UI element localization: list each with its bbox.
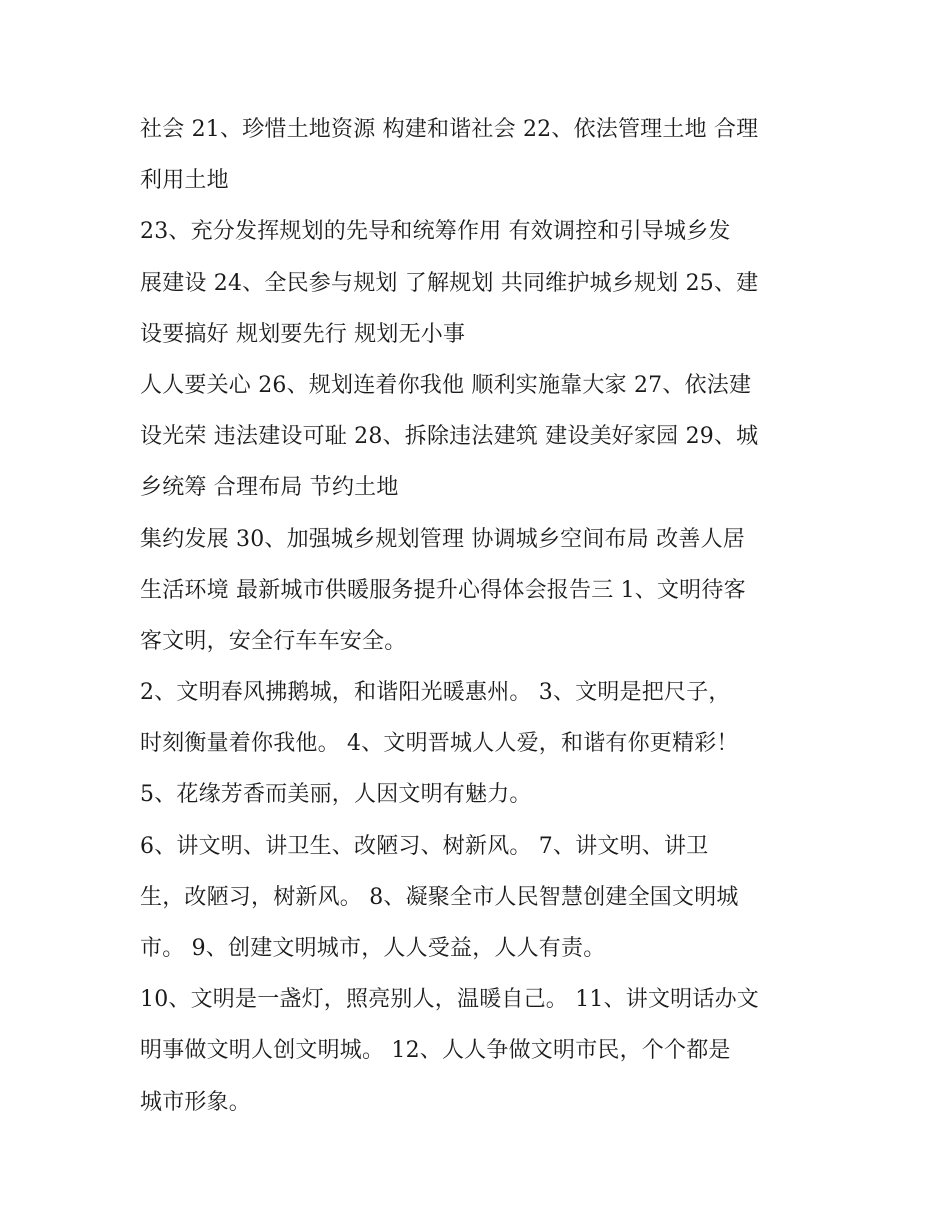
text-line: 城市形象。	[140, 1089, 252, 1115]
text-line: 乡统筹 合理布局 节约土地	[140, 475, 399, 501]
text-line: 10、文明是一盏灯，照亮别人，温暖自己。 11、讲文明话办文	[140, 987, 759, 1013]
text-line: 明事做文明人创文明城。 12、人人争做文明市民，个个都是	[140, 1038, 731, 1064]
text-line: 人人要关心 26、规划连着你我他 顺利实施靠大家 27、依法建	[140, 372, 752, 398]
text-line: 设光荣 违法建设可耻 28、拆除违法建筑 建设美好家园 29、城	[140, 424, 759, 450]
document-body	[140, 104, 820, 1128]
text-line: 5、花缘芳香而美丽，人因文明有魅力。	[140, 782, 532, 808]
text-line: 设要搞好 规划要先行 规划无小事	[140, 321, 466, 347]
text-line: 市。 9、创建文明城市，人人受益，人人有责。	[140, 936, 606, 961]
text-line: 时刻衡量着你我他。 4、文明晋城人人爱，和谐有你更精彩！	[140, 731, 739, 757]
text-line: 6、讲文明、讲卫生、改陋习、树新风。 7、讲文明、讲卫	[140, 833, 709, 859]
text-line: 社会 21、珍惜土地资源 构建和谐社会 22、依法管理土地 合理	[140, 117, 759, 142]
text-line: 展建设 24、全民参与规划 了解规划 共同维护城乡规划 25、建	[140, 270, 759, 296]
text-line: 客文明，安全行车车安全。	[140, 628, 407, 654]
text-line: 生，改陋习，树新风。 8、凝聚全市人民智慧创建全国文明城	[140, 884, 739, 910]
text-line: 集约发展 30、加强城乡规划管理 协调城乡空间布局 改善人居	[140, 526, 745, 552]
text-line: 2、文明春风拂鹅城，和谐阳光暖惠州。 3、文明是把尺子，	[140, 680, 731, 706]
text-line: 生活环境 最新城市供暖服务提升心得体会报告三 1、文明待客	[140, 577, 746, 603]
text-line: 23、充分发挥规划的先导和统筹作用 有效调控和引导城乡发	[140, 219, 731, 245]
text-line: 利用土地	[140, 168, 229, 194]
